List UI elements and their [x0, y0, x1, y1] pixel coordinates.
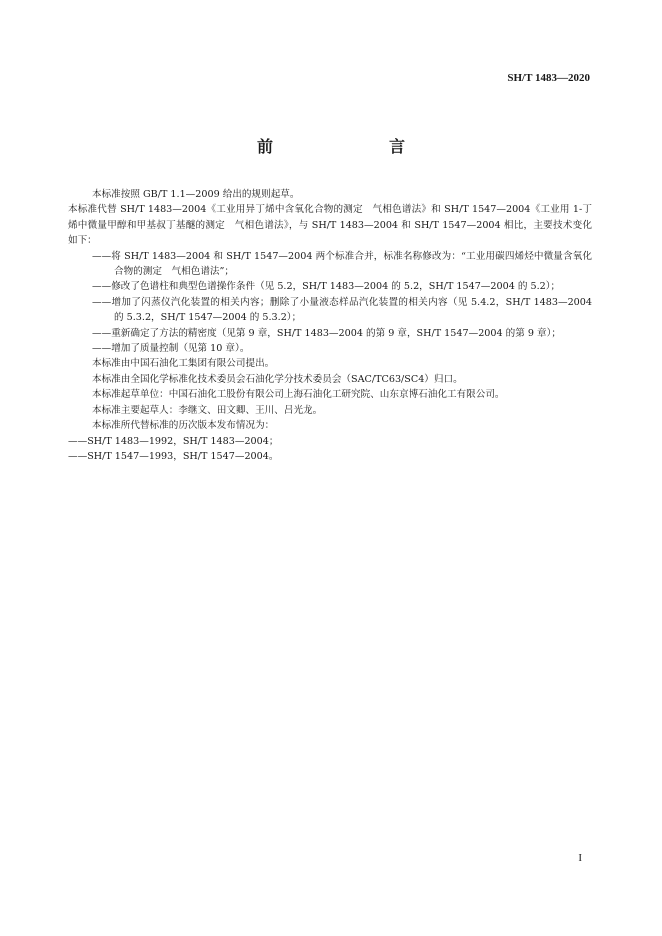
paragraph-replacement: [68, 202, 592, 248]
paragraph-drafters: 本标准主要起草人：李继文、田文卿、王川、吕光龙。: [92, 404, 323, 416]
change-item-flash: ——增加了闪蒸仪汽化装置的相关内容；删除了小量液态样品汽化装置的相关内容（见 5.4.2，SH/T 1483—2004 的 5.3.2，SH/T 1547—2004 的 5.3.2）；: [92, 296, 592, 324]
change-item-precision: ——重新确定了方法的精密度（见第 9 章，SH/T 1483—2004 的第 9 章，SH/T 1547—2004 的第 9 章）；: [92, 327, 562, 339]
paragraph-history-intro: 本标准所代替标准的历次版本发布情况为：: [92, 420, 275, 432]
foreword-body: [68, 187, 592, 464]
change-item-merge: ——将 SH/T 1483—2004 和 SH/T 1547—2004 两个标准合并，标准名称修改为：“工业用碳四烯烃中微量含氧化合物的测定 气相色谱法”；: [92, 250, 592, 278]
change-item-column: ——修改了色谱柱和典型色谱操作条件（见 5.2，SH/T 1483—2004 的 5.2，SH/T 1547—2004 的 5.2）；: [92, 281, 561, 293]
page-title: 前 言: [256, 137, 433, 156]
standard-code: SH/T 1483—2020: [507, 72, 590, 84]
paragraph-replacement-text: 本标准代替 SH/T 1483—2004《工业用异丁烯中含氧化合物的测定 气相色谱法》和 SH/T 1547—2004《工业用 1-丁烯中微量甲醇和甲基叔丁基醚的测定 气相色谱法》，与 SH/T 1483—2004 和 SH/T 1547—2004 相比，主要技术变化如下：: [68, 204, 592, 247]
history-item-1483: ——SH/T 1483—1992，SH/T 1483—2004；: [68, 435, 279, 447]
paragraph-drafting-units: 本标准起草单位：中国石油化工股份有限公司上海石油化工研究院、山东京博石油化工有限公司。: [92, 389, 505, 401]
change-item-quality: ——增加了质量控制（见第 10 章）。: [92, 343, 250, 355]
paragraph-drafting-rule: 本标准按照 GB/T 1.1—2009 给出的规则起草。: [92, 189, 300, 200]
paragraph-under-jurisdiction: 本标准由全国化学标准化技术委员会石油化学分技术委员会（SAC/TC63/SC4）归口。: [92, 373, 463, 385]
history-item-1547: ——SH/T 1547—1993，SH/T 1547—2004。: [68, 450, 279, 462]
page-number: I: [578, 852, 582, 864]
paragraph-proposed-by: 本标准由中国石油化工集团有限公司提出。: [92, 358, 275, 370]
